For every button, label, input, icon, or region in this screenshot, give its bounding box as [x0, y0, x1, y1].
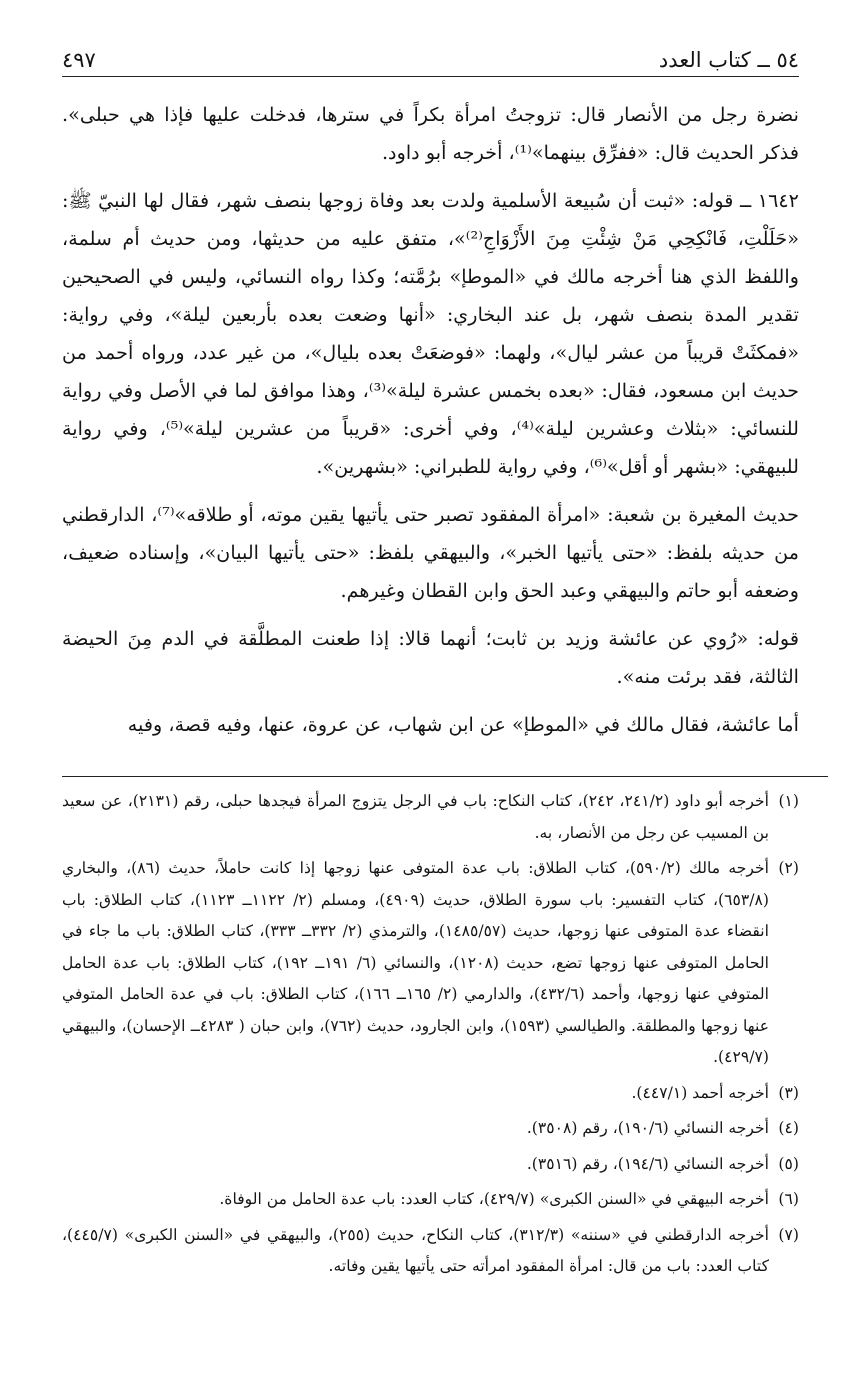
footnote-text: أخرجه الدارقطني في «سننه» (٣١٢/٣)، كتاب النكاح، حديث (٢٥٥)، والبيهقي في «السنن الكبرى» (٤٤٥/٧)، كتاب العدد: باب من قال: امرأة المفقود امرأته حتى يأتيها يقين وفاته. [62, 1225, 769, 1275]
footnote-number: (٣) [778, 1083, 799, 1102]
page-number: ٤٩٧ [62, 48, 96, 72]
footnote [62, 853, 799, 1074]
footnote [62, 1184, 799, 1216]
footnote-text: أخرجه أبو داود (٢٤١/٢، ٢٤٢)، كتاب النكاح: باب في الرجل يتزوج المرأة فيجدها حبلى، رقم (٢١٣١)، عن سعيد بن المسيب عن رجل من الأنصار، به. [62, 792, 770, 842]
footnote-number: (٧) [778, 1225, 799, 1244]
running-header [62, 42, 799, 77]
paragraph: أما عائشة، فقال مالك في «الموطإ» عن ابن شهاب، عن عروة، عنها، وفيه قصة، وفيه [127, 713, 799, 736]
footnote-text: أخرجه أحمد (٤٤٧/١). [631, 1083, 769, 1102]
footnotes [62, 786, 799, 1287]
paragraph: ١٦٤٢ ــ قوله: «ثبت أن سُبيعة الأسلمية ولدت بعد وفاة زوجها بنصف شهر، فقال لها النبيّ ﷺ: «حَلَلْتِ، فَانْكِحِي مَنْ شِئْتِ مِنَ الأَزْوَاجِ⁽²⁾»، متفق عليه من حديثها، ومن حديث أم سلمة، واللفظ الذي هنا أخرجه مالك في «الموطإ» برُمَّته؛ وكذا رواه النسائي، وليس في الصحيحين تقدير المدة بنصف شهر، بل عند البخاري: «أنها وضعت بعده بأربعين ليلة»، وفي رواية: «فمكثَتْ قريباً من عشر ليال»، ولهما: «فوضعَتْ بعده بليال»، من غير عدد، ورواه أحمد من حديث ابن مسعود، فقال: «بعده بخمس عشرة ليلة»⁽³⁾، وهذا موافق لما في الأصل وفي رواية للنسائي: «بثلاث وعشرين ليلة»⁽⁴⁾، وفي أخرى: «قريباً من عشرين ليلة»⁽⁵⁾، وفي رواية للبيهقي: «بشهر أو أقل»⁽⁶⁾، وفي رواية للطبراني: «بشهرين». [62, 189, 799, 478]
footnote-divider [62, 776, 828, 777]
footnote-text: أخرجه البيهقي في «السنن الكبرى» (٤٢٩/٧)، كتاب العدد: باب عدة الحامل من الوفاة. [219, 1190, 769, 1208]
footnote [62, 1113, 799, 1145]
footnote-number: (٥) [778, 1154, 799, 1173]
footnote [62, 1220, 799, 1283]
footnote-number: (٢) [778, 859, 799, 877]
footnote-text: أخرجه النسائي (١٩٠/٦)، رقم (٣٥٠٨). [526, 1119, 769, 1137]
main-text [62, 96, 799, 754]
footnote-number: (٤) [778, 1119, 799, 1137]
paragraph: حديث المغيرة بن شعبة: «امرأة المفقود تصبر حتى يأتيها يقين موته، أو طلاقه»⁽⁷⁾، الدارقطني من حديثه بلفظ: «حتى يأتيها الخبر»، والبيهقي بلفظ: «حتى يأتيها البيان»، وإسناده ضعيف، وضعفه أبو حاتم والبيهقي وعبد الحق وابن القطان وغيرهم. [62, 503, 799, 602]
footnote [62, 1078, 799, 1110]
footnote-number: (١) [778, 792, 800, 810]
paragraph: نضرة رجل من الأنصار قال: تزوجتُ امرأة بكراً في سترها، فدخلت عليها فإذا هي حبلى». فذكر الحديث قال: «ففرِّق بينهما»⁽¹⁾، أخرجه أبو داود. [62, 103, 799, 164]
footnote [62, 786, 799, 849]
footnote-number: (٦) [778, 1190, 799, 1208]
footnote-text: أخرجه مالك (٥٩٠/٢)، كتاب الطلاق: باب عدة المتوفى عنها زوجها إذا كانت حاملاً، حديث (٨٦)، والبخاري (٦٥٣/٨)، كتاب التفسير: باب سورة الطلاق، حديث (٤٩٠٩)، ومسلم (٢/ ١١٢٢ــ ١١٢٣)، كتاب الطلاق: باب انقضاء عدة المتوفى عنها زوجها، حديث (١٤٨٥/٥٧)، والترمذي (٢/ ٣٣٢ــ ٣٣٣)، كتاب الطلاق: باب ما جاء في الحامل المتوفى عنها زوجها تضع، حديث (١٢٠٨)، والنسائي (٦/ ١٩١ــ ١٩٢)، كتاب الطلاق: باب عدة الحامل المتوفي عنها زوجها، وأحمد (٤٣٢/٦)، والدارمي (٢/ ١٦٥ــ ١٦٦)، كتاب الطلاق: باب في عدة الحامل المتوفي عنها زوجها والمطلقة. والطيالسي (١٥٩٣)، وابن الجارود، حديث (٧٦٢)، وابن حبان ( ٤٢٨٣ــ الإحسان)، والبيهقي (٤٢٩/٧). [62, 859, 769, 1066]
chapter-title: ٥٤ ــ كتاب العدد [658, 48, 799, 72]
paragraph: قوله: «رُوي عن عائشة وزيد بن ثابت؛ أنهما قالا: إذا طعنت المطلَّقة في الدم مِنَ الحيضة الثالثة، فقد برئت منه». [62, 627, 799, 688]
footnote [62, 1149, 799, 1181]
footnote-text: أخرجه النسائي (١٩٤/٦)، رقم (٣٥١٦). [526, 1154, 769, 1173]
